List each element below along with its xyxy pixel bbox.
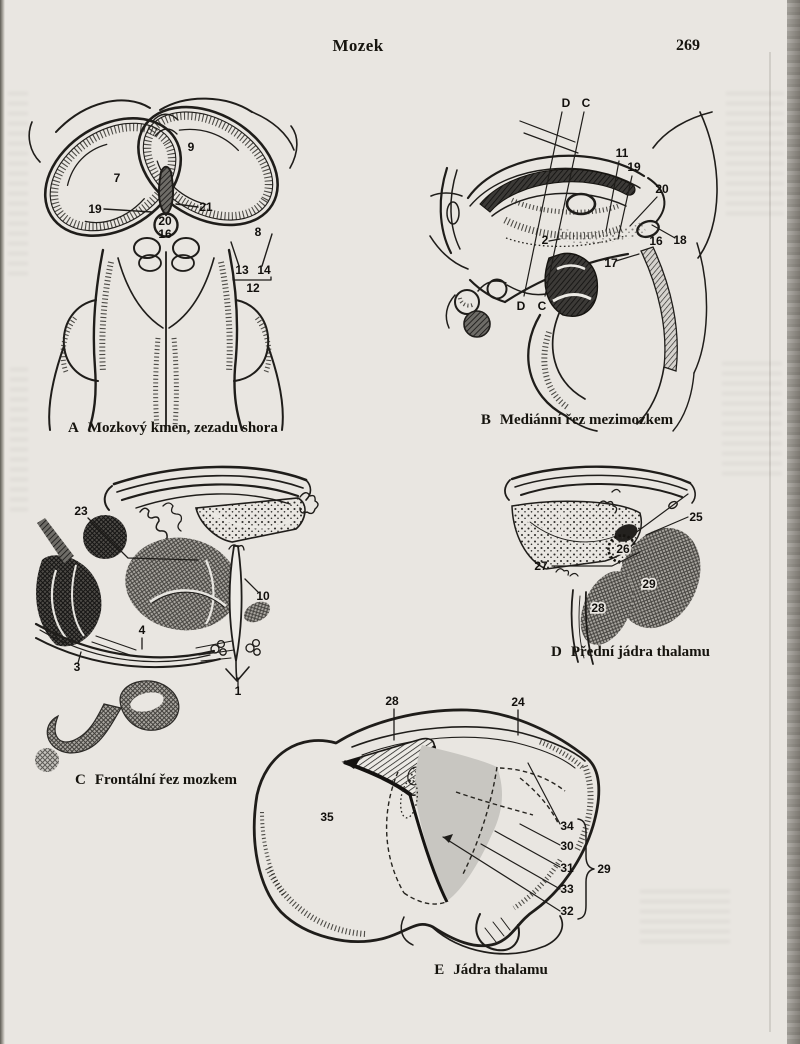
page-title: Mozek [332, 36, 384, 55]
figure-c-caption [75, 772, 237, 789]
figure-a-artwork [24, 83, 300, 430]
label-D: D [561, 96, 571, 110]
label-20: 20 [158, 214, 172, 228]
label-18: 18 [673, 233, 687, 247]
label-16: 16 [649, 234, 663, 248]
label-9: 9 [187, 140, 195, 154]
label-14: 14 [257, 263, 271, 277]
label-13: 13 [235, 263, 249, 277]
figure-b-letter: B [480, 412, 491, 428]
label-25: 25 [689, 510, 703, 524]
figure-b-caption [467, 412, 687, 429]
label-19: 19 [627, 160, 641, 174]
figure-e-thalamus-3d-drawing [235, 685, 625, 975]
label-32: 32 [560, 904, 574, 918]
label-34: 34 [560, 819, 574, 833]
page-number: 269 [676, 37, 700, 54]
figure-a-letter: A [68, 420, 79, 436]
label-20: 20 [655, 182, 669, 196]
label-31: 31 [560, 861, 574, 875]
label-1: 1 [234, 684, 242, 698]
figure-a-caption-text: Mozkový kmen, zezadu shora [87, 420, 278, 436]
figure-b-median-section-drawing [425, 88, 725, 408]
figure-d-letter: D [551, 644, 562, 660]
figure-d-caption [551, 644, 710, 661]
showthrough-text [640, 890, 730, 945]
label-4: 4 [138, 623, 146, 637]
figure-e-letter: E [434, 962, 445, 978]
figure-e-caption-text: Jádra thalamu [453, 962, 548, 978]
scan-edge-left [0, 0, 5, 1044]
label-24: 24 [511, 695, 525, 709]
figure-a-brainstem-drawing [20, 88, 320, 433]
figure-d-caption-text: Přední jádra thalamu [570, 644, 711, 660]
figure-e-caption [411, 962, 571, 979]
label-8: 8 [254, 225, 262, 239]
label-16: 16 [158, 227, 172, 241]
figure-c-caption-text: Frontální řez mozkem [94, 772, 238, 788]
figure-d-thalamus-nuclei-drawing [490, 450, 725, 645]
label-21: 21 [199, 200, 213, 214]
label-D: D [516, 299, 526, 313]
label-3: 3 [73, 660, 81, 674]
label-29: 29 [597, 862, 611, 876]
label-27: 27 [534, 559, 548, 573]
label-23: 23 [74, 504, 88, 518]
figure-a-caption [68, 420, 278, 437]
label-19: 19 [88, 202, 102, 216]
label-29: 29 [642, 577, 656, 591]
label-C: C [581, 96, 591, 110]
label-35: 35 [320, 810, 334, 824]
label-12: 12 [246, 281, 260, 295]
label-7: 7 [113, 171, 121, 185]
scan-edge-right [787, 0, 800, 1044]
label-33: 33 [560, 882, 574, 896]
label-28: 28 [591, 601, 605, 615]
showthrough-text [722, 362, 782, 482]
label-2: 2 [541, 233, 549, 247]
label-30: 30 [560, 839, 574, 853]
label-17: 17 [604, 256, 618, 270]
figure-c-letter: C [75, 772, 86, 788]
label-26: 26 [616, 542, 630, 556]
showthrough-text [726, 92, 784, 222]
figure-b-caption-text: Mediánní řez mezimozkem [499, 412, 674, 428]
label-28: 28 [385, 694, 399, 708]
label-10: 10 [256, 589, 270, 603]
label-C: C [537, 299, 547, 313]
label-11: 11 [615, 146, 629, 160]
figure-e-artwork [254, 710, 599, 954]
